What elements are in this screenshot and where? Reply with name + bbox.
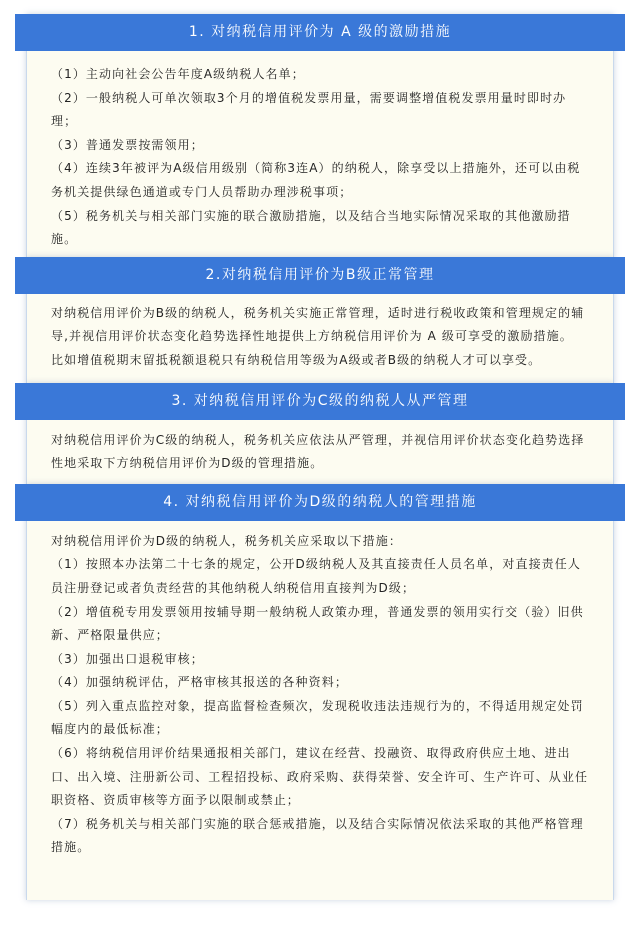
section-body [27, 420, 613, 484]
paragraph: （5）列入重点监控对象，提高监督检查频次，发现税收违法违规行为的，不得适用规定处罚幅度内的最低标准； [51, 698, 584, 737]
section-heading: 3. 对纳税信用评价为C级的纳税人从严管理 [15, 383, 625, 420]
paragraph: 对纳税信用评价为B级的纳税人，税务机关实施正常管理，适时进行税收政策和管理规定的辅导,并视信用评价状态变化趋势选择性地提供上方纳税信用评价为 A 级可享受的激励措施。 [51, 305, 585, 344]
section-c-level [26, 383, 614, 484]
section-body [27, 294, 613, 383]
paragraph: （2）一般纳税人可单次领取3个月的增值税发票用量，需要调整增值税发票用量时即时办理； [51, 90, 567, 129]
section-d-level [26, 484, 614, 900]
section-a-level [26, 14, 614, 257]
paragraph: （3）普通发票按需领用； [51, 137, 204, 152]
section-heading: 4. 对纳税信用评价为D级的纳税人的管理措施 [15, 484, 625, 521]
paragraph: （1）主动向社会公告年度A级纳税人名单； [51, 67, 305, 81]
section-b-level [26, 257, 614, 383]
paragraph: （1）按照本办法第二十七条的规定，公开D级纳税人及其直接责任人员名单，对直接责任人员注册登记或者负责经营的其他纳税人纳税信用直接判为D级； [51, 557, 581, 595]
paragraph: （7）税务机关与相关部门实施的联合惩戒措施，以及结合实际情况依法采取的其他严格管理措施。 [51, 816, 584, 855]
section-heading: 1. 对纳税信用评价为 A 级的激励措施 [15, 14, 625, 51]
section-body [27, 51, 613, 257]
section-heading: 2.对纳税信用评价为B级正常管理 [15, 257, 625, 294]
paragraph: （3）加强出口退税审核； [51, 651, 204, 666]
paragraph: （2）增值税专用发票领用按辅导期一般纳税人政策办理，普通发票的领用实行交（验）旧供新、严格限量供应； [51, 604, 584, 643]
paragraph: （6）将纳税信用评价结果通报相关部门，建议在经营、投融资、取得政府供应土地、进出口、出入境、注册新公司、工程招投标、政府采购、获得荣誉、安全许可、生产许可、从业任职资格、资质审核等方面予以限制或禁止； [51, 746, 589, 808]
paragraph: 对纳税信用评价为D级的纳税人，税务机关应采取以下措施： [51, 533, 402, 548]
paragraph: （4）加强纳税评估，严格审核其报送的各种资料； [51, 675, 348, 690]
paragraph: 对纳税信用评价为C级的纳税人，税务机关应依法从严管理，并视信用评价状态变化趋势选择性地采取下方纳税信用评价为D级的管理措施。 [51, 432, 585, 471]
section-body [27, 521, 613, 900]
document-sections [14, 14, 626, 900]
paragraph: 比如增值税期末留抵税额退税只有纳税信用等级为A级或者B级的纳税人才可以享受。 [51, 352, 542, 367]
paragraph: （4）连续3年被评为A级信用级别（简称3连A）的纳税人，除享受以上措施外，还可以由税务机关提供绿色通道或专门人员帮助办理涉税事项； [51, 161, 581, 199]
paragraph: （5）税务机关与相关部门实施的联合激励措施，以及结合当地实际情况采取的其他激励措施。 [51, 208, 571, 247]
